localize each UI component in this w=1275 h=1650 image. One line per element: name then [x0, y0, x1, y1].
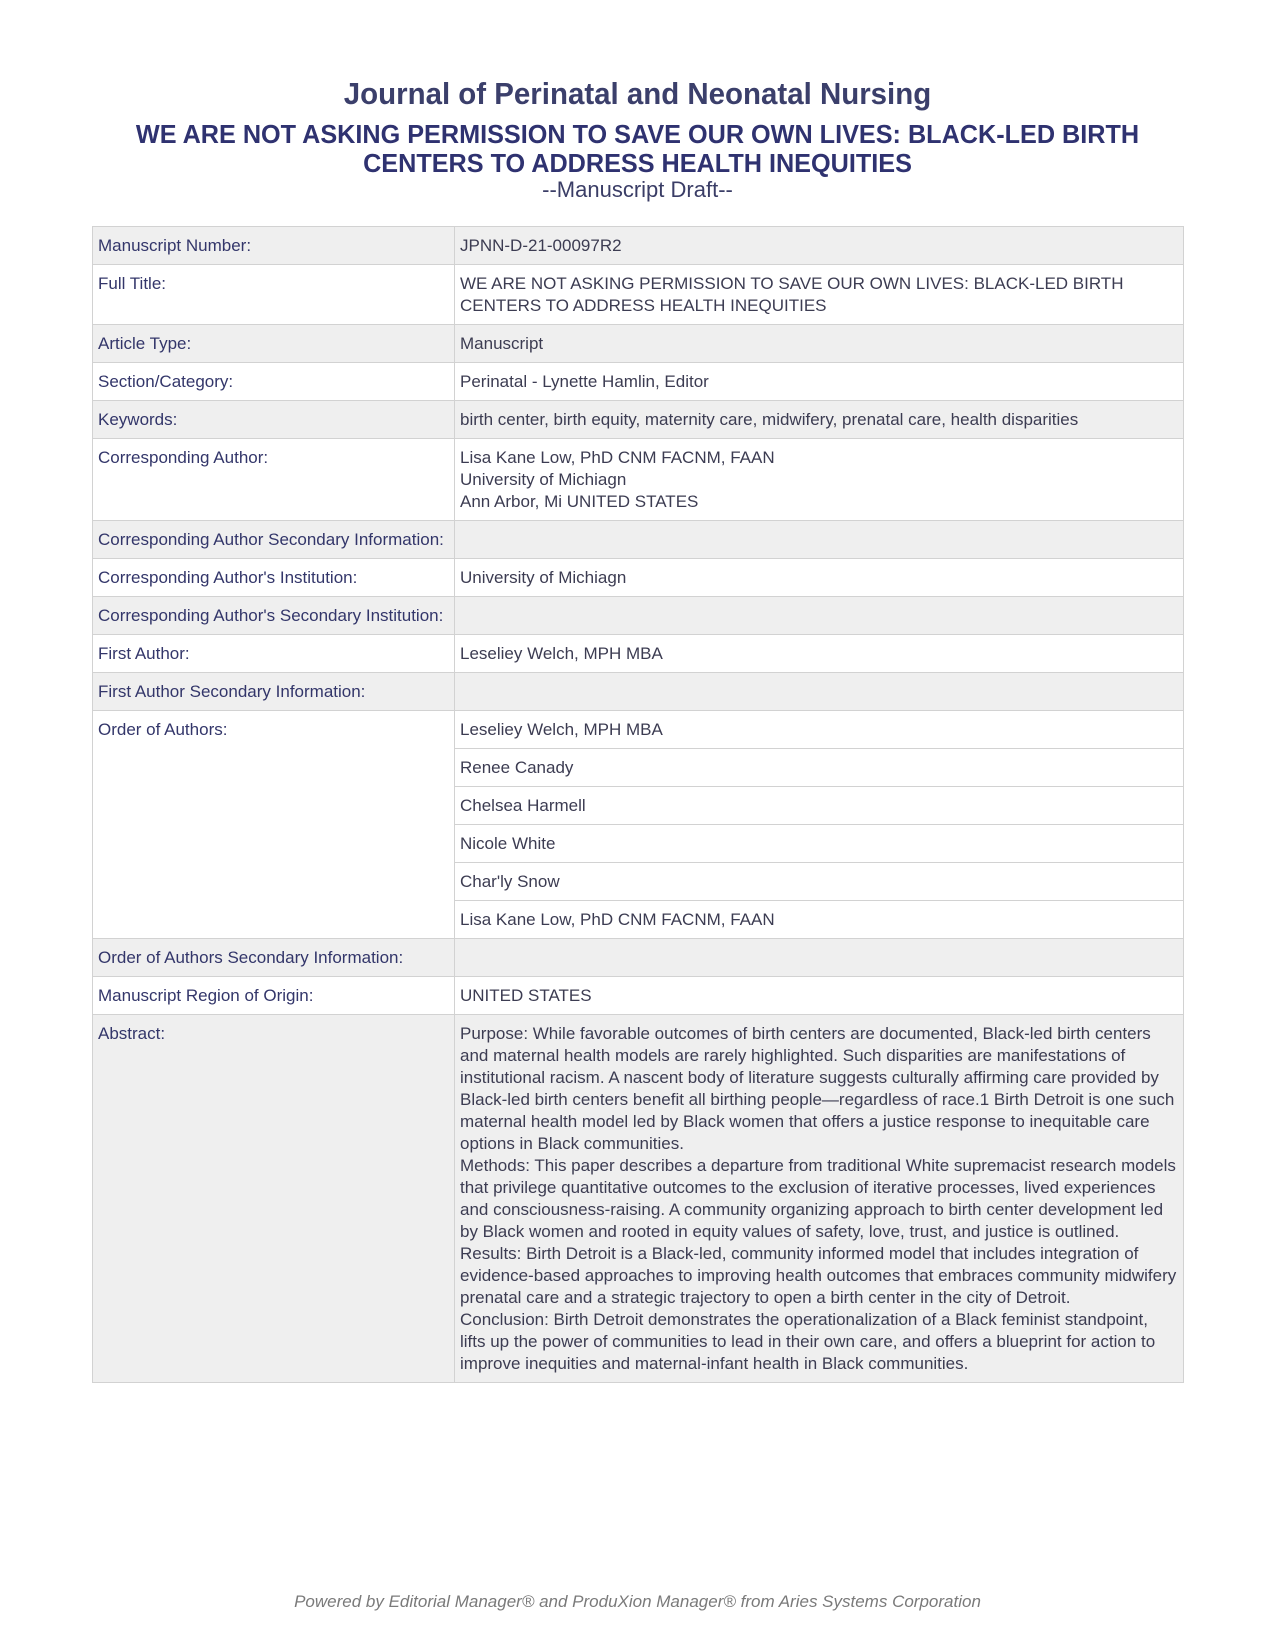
- field-label: Corresponding Author Secondary Information:: [93, 521, 455, 559]
- ca-secondary-institution-value: [455, 597, 1184, 635]
- table-row: [93, 265, 1184, 325]
- table-row: [93, 597, 1184, 635]
- table-row: [93, 977, 1184, 1015]
- article-type-value: Manuscript: [455, 325, 1184, 363]
- manuscript-title: WE ARE NOT ASKING PERMISSION TO SAVE OUR OWN LIVES: BLACK-LED BIRTH CENTERS TO ADDRESS HEALTH INEQUITIES: [135, 119, 1140, 178]
- field-label: Order of Authors:: [93, 711, 455, 939]
- author-location-line: Ann Arbor, Mi UNITED STATES: [460, 492, 699, 511]
- abstract-value: [455, 1015, 1184, 1383]
- author-entry: Renee Canady: [455, 749, 1184, 787]
- field-label: Keywords:: [93, 401, 455, 439]
- table-row: [93, 227, 1184, 265]
- author-entry: Char'ly Snow: [455, 863, 1184, 901]
- field-label: Order of Authors Secondary Information:: [93, 939, 455, 977]
- abstract-results: Results: Birth Detroit is a Black-led, community informed model that includes integration of evidence-based approaches to improving health outcomes that embraces community midwifery prenatal care and a strategic trajectory to open a birth center in the city of Detroit.: [460, 1244, 1177, 1307]
- author-entry: Leseliey Welch, MPH MBA: [455, 711, 1184, 749]
- corresponding-author-value: [455, 439, 1184, 521]
- field-label: Article Type:: [93, 325, 455, 363]
- ca-institution-value: University of Michiagn: [455, 559, 1184, 597]
- author-entry: Nicole White: [455, 825, 1184, 863]
- author-affiliation-line: University of Michiagn: [460, 470, 627, 489]
- author-entry: Chelsea Harmell: [455, 787, 1184, 825]
- author-entry: Lisa Kane Low, PhD CNM FACNM, FAAN: [455, 901, 1184, 939]
- region-value: UNITED STATES: [455, 977, 1184, 1015]
- abstract-conclusion: Conclusion: Birth Detroit demonstrates the operationalization of a Black feminist standpoint, lifts up the power of communities to lead in their own care, and offers a blueprint for action to improve inequities and maternal-infant health in Black communities.: [460, 1310, 1156, 1373]
- table-row: [93, 1015, 1184, 1383]
- field-label: Corresponding Author's Institution:: [93, 559, 455, 597]
- order-secondary-value: [455, 939, 1184, 977]
- keywords-value: birth center, birth equity, maternity care, midwifery, prenatal care, health disparities: [455, 401, 1184, 439]
- first-author-value: Leseliey Welch, MPH MBA: [455, 635, 1184, 673]
- field-label: Corresponding Author's Secondary Institution:: [93, 597, 455, 635]
- table-row: [93, 439, 1184, 521]
- table-row: [93, 559, 1184, 597]
- page-header: [0, 76, 1275, 202]
- draft-subtitle: --Manuscript Draft--: [542, 177, 733, 202]
- table-row: [93, 711, 1184, 749]
- table-row: [93, 325, 1184, 363]
- author-name-line: Lisa Kane Low, PhD CNM FACNM, FAAN: [460, 448, 775, 467]
- ca-secondary-value: [455, 521, 1184, 559]
- field-label: Abstract:: [93, 1015, 455, 1383]
- full-title-value: WE ARE NOT ASKING PERMISSION TO SAVE OUR OWN LIVES: BLACK-LED BIRTH CENTERS TO ADDRESS HEALTH INEQUITIES: [455, 265, 1184, 325]
- first-author-secondary-value: [455, 673, 1184, 711]
- table-row: [93, 635, 1184, 673]
- field-label: Manuscript Number:: [93, 227, 455, 265]
- field-label: Corresponding Author:: [93, 439, 455, 521]
- table-row: [93, 939, 1184, 977]
- manuscript-info-table: [92, 226, 1184, 1383]
- table-row: [93, 521, 1184, 559]
- table-row: [93, 673, 1184, 711]
- field-label: Section/Category:: [93, 363, 455, 401]
- abstract-purpose: Purpose: While favorable outcomes of birth centers are documented, Black-led birth centers and maternal health models are rarely highlighted. Such disparities are manifestations of institutional racism. A nascent body of literature suggests culturally affirming care provided by Black-led birth centers benefit all birthing people—regardless of race.1 Birth Detroit is one such maternal health model led by Black women that offers a justice response to inequitable care options in Black communities.: [460, 1024, 1175, 1153]
- section-value: Perinatal - Lynette Hamlin, Editor: [455, 363, 1184, 401]
- field-label: First Author Secondary Information:: [93, 673, 455, 711]
- journal-name: Journal of Perinatal and Neonatal Nursing: [343, 76, 932, 111]
- field-label: Full Title:: [93, 265, 455, 325]
- field-label: Manuscript Region of Origin:: [93, 977, 455, 1015]
- page-footer: Powered by Editorial Manager® and ProduXion Manager® from Aries Systems Corporation: [294, 1592, 981, 1611]
- field-label: First Author:: [93, 635, 455, 673]
- table-row: [93, 401, 1184, 439]
- manuscript-number-value: JPNN-D-21-00097R2: [455, 227, 1184, 265]
- table-row: [93, 363, 1184, 401]
- abstract-methods: Methods: This paper describes a departure from traditional White supremacist research models that privilege quantitative outcomes to the exclusion of iterative processes, lived experiences and consciousness-raising. A community organizing approach to birth center development led by Black women and rooted in equity values of safety, love, trust, and justice is outlined.: [460, 1156, 1176, 1241]
